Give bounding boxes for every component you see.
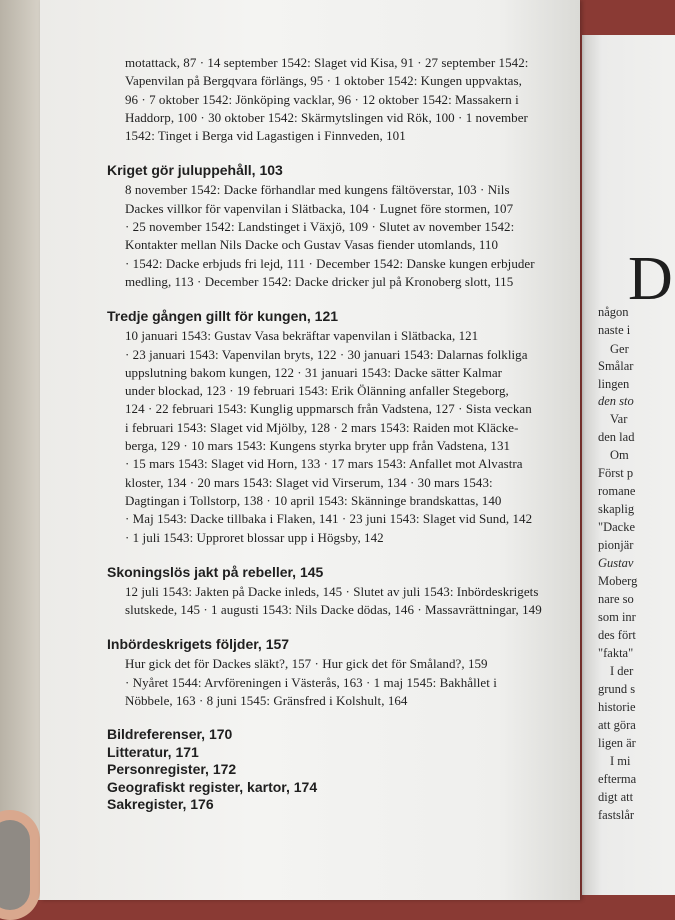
toc-line: · 23 januari 1543: Vapenvilan bryts, 122 · 30 januari 1543: Dalarnas folkliga bbox=[125, 346, 528, 362]
right-page-fragment: Var bbox=[610, 412, 628, 426]
section-heading: Kriget gör juluppehåll, 103 bbox=[107, 162, 283, 179]
section-heading: Tredje gången gillt för kungen, 121 bbox=[107, 308, 339, 325]
toc-line: Haddorp, 100 · 30 oktober 1542: Skärmytslingen vid Rök, 100 · 1 november bbox=[125, 109, 528, 125]
right-page-fragment: den lad bbox=[598, 430, 635, 444]
toc-line: · Maj 1543: Dacke tillbaka i Flaken, 141 · 23 juni 1543: Slaget vid Sund, 142 bbox=[125, 511, 533, 527]
toc-line: motattack, 87 · 14 september 1542: Slaget vid Kisa, 91 · 27 september 1542: bbox=[125, 55, 529, 70]
toc-line: 1542: Tinget i Berga vid Lagastigen i Finnveden, 101 bbox=[125, 128, 406, 144]
section-heading: Inbördeskrigets följder, 157 bbox=[107, 636, 290, 653]
toc-section bbox=[107, 635, 567, 710]
drop-cap: D bbox=[628, 245, 673, 313]
toc-line: uppslutning bakom kungen, 122 · 31 januari 1543: Dacke sätter Kalmar bbox=[125, 364, 503, 380]
toc-line: · 1 juli 1543: Upproret blossar upp i Högsby, 142 bbox=[125, 529, 384, 545]
toc-line: 10 januari 1543: Gustav Vasa bekräftar vapenvilan i Slätbacka, 121 bbox=[125, 328, 479, 344]
right-page-fragment: ligen är bbox=[598, 736, 636, 750]
toc-line: Dackes villkor för vapenvilan i Slätbacka, 104 · Lugnet före stormen, 107 bbox=[125, 200, 514, 216]
right-page-fragment: grund s bbox=[598, 682, 636, 696]
right-page-fragment: att göra bbox=[598, 718, 636, 732]
right-page-fragment: historie bbox=[598, 700, 636, 714]
toc-section bbox=[107, 161, 567, 291]
back-matter-entry: Personregister, 172 bbox=[107, 761, 237, 778]
toc-continued-entries bbox=[107, 54, 567, 145]
right-page-fragment: nare so bbox=[598, 592, 634, 606]
toc-line: 96 · 7 oktober 1542: Jönköping vacklar, 96 · 12 oktober 1542: Massakern i bbox=[125, 91, 519, 107]
right-page-fragment: fastslår bbox=[598, 808, 635, 822]
toc-line: 8 november 1542: Dacke förhandlar med kungens fältöverstar, 103 · Nils bbox=[125, 182, 510, 198]
toc-line: · Nyåret 1544: Arvföreningen i Västerås, 163 · 1 maj 1545: Bakhållet i bbox=[125, 674, 497, 690]
toc-line: Hur gick det för Dackes släkt?, 157 · Hur gick det för Småland?, 159 bbox=[125, 656, 488, 672]
toc-line: under blockad, 123 · 19 februari 1543: Erik Ölänning anfaller Stegeborg, bbox=[125, 383, 509, 399]
back-matter-entry: Litteratur, 171 bbox=[107, 743, 199, 760]
right-page-fragment: digt att bbox=[598, 790, 634, 804]
toc-line: · 25 november 1542: Landstinget i Växjö, 109 · Slutet av november 1542: bbox=[125, 219, 515, 235]
toc-line: 12 juli 1543: Jakten på Dacke inleds, 145 · Slutet av juli 1543: Inbördeskrigets bbox=[125, 583, 539, 599]
right-page-fragment: någon bbox=[598, 305, 629, 319]
right-page-fragment: I der bbox=[610, 664, 634, 678]
right-page-fragment: den sto bbox=[598, 394, 634, 408]
right-page-fragment: I mi bbox=[610, 754, 631, 768]
right-page-fragment: Smålar bbox=[598, 359, 634, 373]
right-page-fragment: naste i bbox=[598, 323, 631, 337]
back-matter-entry: Bildreferenser, 170 bbox=[107, 726, 233, 743]
back-matter-entry: Geografiskt register, kartor, 174 bbox=[107, 778, 318, 795]
toc-line: slutskede, 145 · 1 augusti 1543: Nils Dacke dödas, 146 · Massavrättningar, 149 bbox=[125, 602, 542, 618]
back-matter bbox=[107, 726, 567, 814]
table-of-contents bbox=[107, 54, 567, 814]
right-page-fragment: pionjär bbox=[598, 538, 634, 552]
toc-line: · 15 mars 1543: Slaget vid Horn, 133 · 17 mars 1543: Anfallet mot Alvastra bbox=[125, 456, 523, 472]
section-heading: Skoningslös jakt på rebeller, 145 bbox=[107, 563, 324, 580]
toc-line: 124 · 22 februari 1543: Kunglig uppmarsch från Vadstena, 127 · Sista veckan bbox=[125, 401, 532, 417]
toc-line: i februari 1543: Slaget vid Mjölby, 128 · 2 mars 1543: Raiden mot Kläcke- bbox=[125, 419, 519, 435]
toc-line: · 1542: Dacke erbjuds fri lejd, 111 · December 1542: Danske kungen erbjuder bbox=[125, 255, 535, 271]
toc-line: Kontakter mellan Nils Dacke och Gustav Vasas fiender utomlands, 110 bbox=[125, 237, 499, 253]
right-page-fragment: Gustav bbox=[598, 556, 634, 570]
toc-line: Vapenvilan på Bergqvara förlängs, 95 · 1 oktober 1542: Kungen uppvaktas, bbox=[125, 73, 522, 89]
right-page-fragment: Om bbox=[610, 448, 629, 462]
toc-section bbox=[107, 563, 567, 620]
toc-line: medling, 113 · December 1542: Dacke dricker jul på Kronoberg slott, 115 bbox=[125, 273, 514, 289]
right-page-fragment: Först p bbox=[598, 466, 634, 480]
toc-line: berga, 129 · 10 mars 1543: Kungens styrka bryter upp från Vadstena, 131 bbox=[125, 438, 511, 454]
right-page-fragment: "fakta" bbox=[598, 646, 634, 660]
right-page-fragment: efterma bbox=[598, 772, 637, 786]
right-page-fragment: skaplig bbox=[598, 502, 635, 516]
right-page-fragment: romane bbox=[598, 484, 636, 498]
right-page-fragment: som inr bbox=[598, 610, 636, 624]
toc-line: Dagtingan i Tollstorp, 138 · 10 april 1543: Skänninge brandskattas, 140 bbox=[125, 492, 502, 508]
right-page-fragment: lingen bbox=[598, 377, 630, 391]
toc-line: kloster, 134 · 20 mars 1543: Slaget vid Virserum, 134 · 30 mars 1543: bbox=[125, 474, 493, 490]
right-page-fragment: "Dacke bbox=[598, 520, 636, 534]
right-page-fragment: Moberg bbox=[598, 574, 638, 588]
back-matter-entry: Sakregister, 176 bbox=[107, 796, 214, 813]
toc-line: Nöbbele, 163 · 8 juni 1545: Gränsfred i Kolshult, 164 bbox=[125, 693, 408, 709]
toc-section bbox=[107, 307, 567, 547]
right-page-fragment: des fört bbox=[598, 628, 636, 642]
fur-object bbox=[0, 820, 30, 910]
right-page-fragment: Ger bbox=[610, 342, 629, 356]
